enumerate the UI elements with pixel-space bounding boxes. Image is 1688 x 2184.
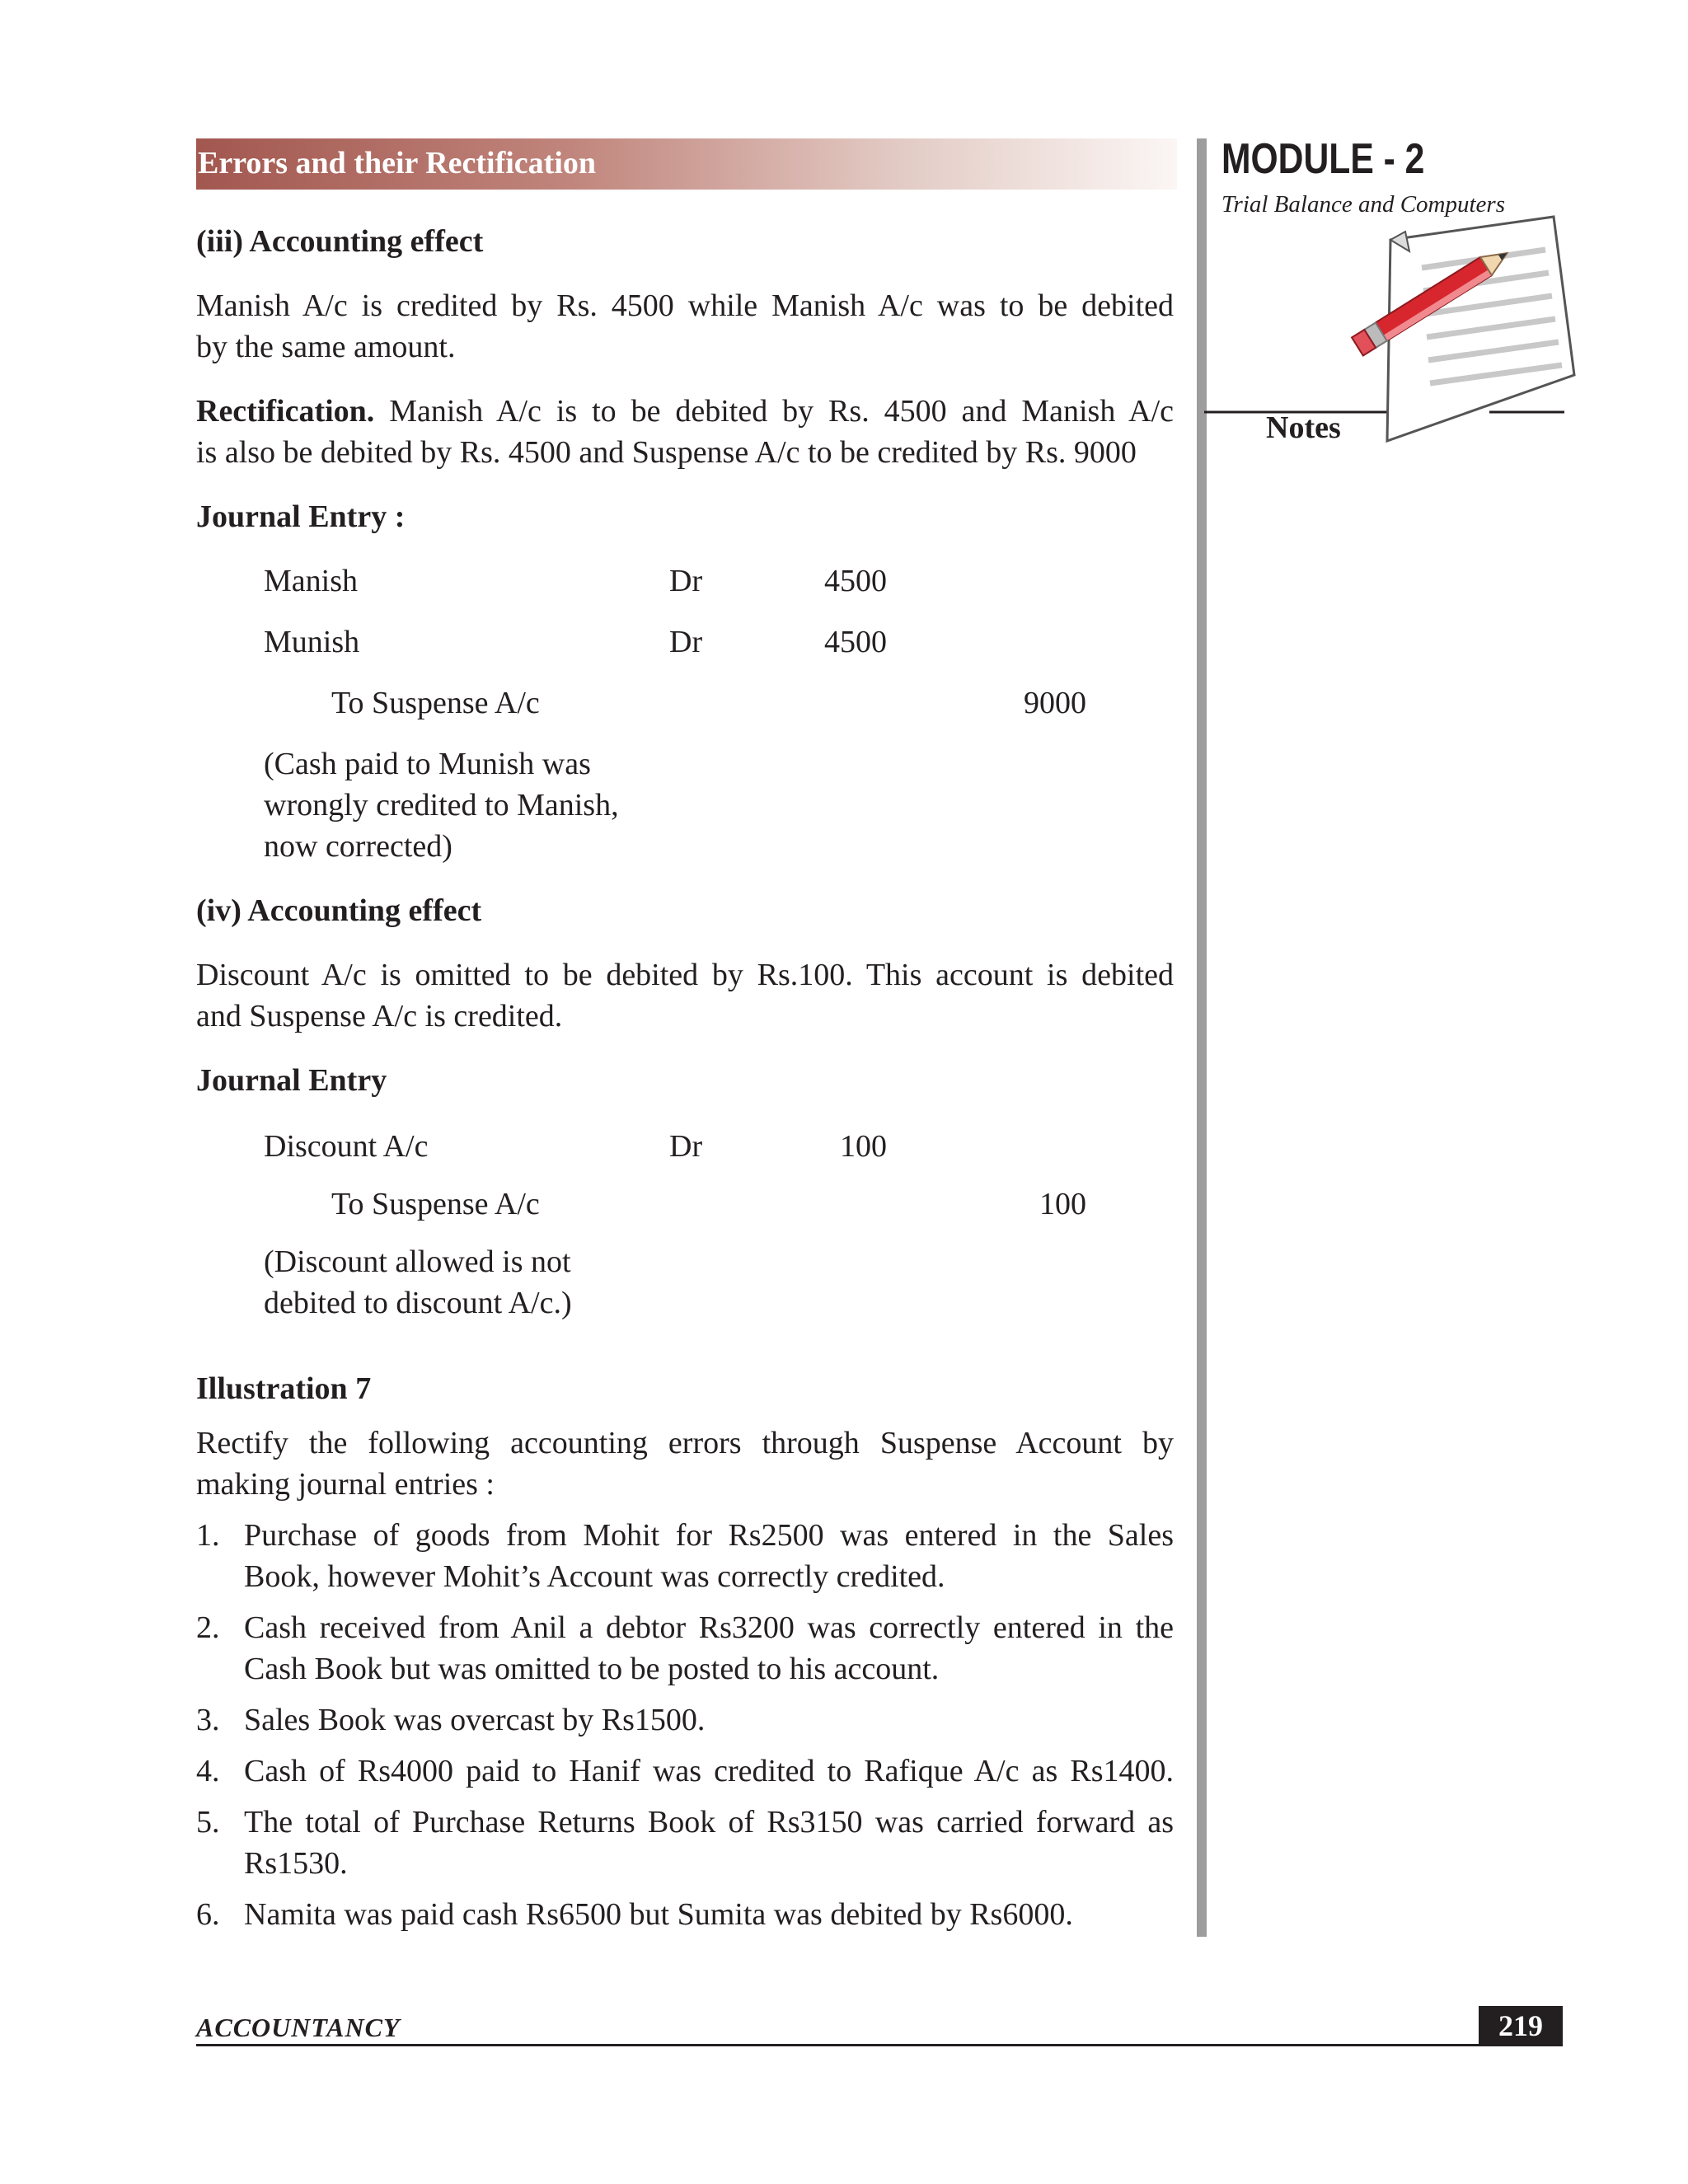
page-number: 219 [1498, 2009, 1543, 2042]
list-item-number: 2. [196, 1610, 220, 1645]
list-item-text: Cash received from Anil a debtor Rs3200 was correctly entered in the [244, 1610, 1174, 1645]
footer-rule [196, 2044, 1563, 2046]
effect-text-line: by the same amount. [196, 330, 456, 364]
list-item-text: The total of Purchase Returns Book of Rs3150 was carried forward as [244, 1805, 1174, 1840]
list-item-number: 5. [196, 1805, 220, 1840]
heading-accounting-effect-iv: (iv) Accounting effect [196, 893, 482, 928]
journal-account: To Suspense A/c [331, 686, 540, 720]
journal-narration: debited to discount A/c.) [264, 1286, 572, 1320]
list-item-text: Namita was paid cash Rs6500 but Sumita was debited by Rs6000. [244, 1897, 1073, 1932]
journal-narration: now corrected) [264, 829, 452, 864]
rectification-label: Rectification. [196, 394, 375, 429]
list-item-text: Rs1530. [244, 1846, 348, 1881]
journal-account: Manish [264, 564, 358, 598]
rectification-paragraph-line [196, 391, 1174, 432]
illustration-intro-line: Rectify the following accounting errors through Suspense Account by [196, 1426, 1174, 1460]
journal-account: To Suspense A/c [331, 1187, 540, 1221]
effect-text-line: Manish A/c is credited by Rs. 4500 while Manish A/c was to be debited [196, 288, 1174, 323]
journal-debit-amount: 4500 [824, 625, 887, 659]
list-item-number: 1. [196, 1518, 220, 1553]
journal-entry-heading: Journal Entry [196, 1063, 387, 1098]
list-item-text: Cash of Rs4000 paid to Hanif was credited to Rafique A/c as Rs1400. [244, 1754, 1174, 1788]
heading-accounting-effect-iii: (iii) Accounting effect [196, 224, 484, 259]
list-item-text: Cash Book but was omitted to be posted to his account. [244, 1652, 940, 1686]
effect-text-line: and Suspense A/c is credited. [196, 999, 563, 1033]
illustration-heading: Illustration 7 [196, 1371, 372, 1406]
module-title: MODULE - 2 [1221, 135, 1425, 183]
rectification-text-line: is also be debited by Rs. 4500 and Suspense A/c to be credited by Rs. 9000 [196, 435, 1137, 470]
notepad-pencil-icon [1199, 210, 1582, 457]
journal-narration: wrongly credited to Manish, [264, 788, 619, 823]
module-subtitle: Trial Balance and Computers [1221, 191, 1505, 218]
section-title: Errors and their Rectification [198, 146, 597, 180]
journal-narration: (Discount allowed is not [264, 1244, 571, 1279]
journal-credit-amount: 9000 [1024, 686, 1086, 720]
journal-dr: Dr [669, 564, 703, 598]
journal-dr: Dr [669, 625, 703, 659]
list-item-number: 4. [196, 1754, 220, 1788]
journal-account: Munish [264, 625, 360, 659]
journal-account: Discount A/c [264, 1129, 429, 1164]
list-item-number: 6. [196, 1897, 220, 1932]
list-item-text: Sales Book was overcast by Rs1500. [244, 1703, 706, 1737]
notes-label: Notes [1266, 410, 1341, 445]
list-item-text: Purchase of goods from Mohit for Rs2500 was entered in the Sales [244, 1518, 1174, 1553]
journal-dr: Dr [669, 1129, 703, 1164]
footer-subject-label: ACCOUNTANCY [196, 2013, 401, 2042]
rectification-text: Manish A/c is to be debited by Rs. 4500 and Manish A/c [389, 394, 1175, 429]
list-item-number: 3. [196, 1703, 220, 1737]
illustration-intro-line: making journal entries : [196, 1467, 495, 1502]
list-item-text: Book, however Mohit’s Account was correctly credited. [244, 1559, 945, 1594]
journal-debit-amount: 100 [840, 1129, 887, 1164]
journal-debit-amount: 4500 [824, 564, 887, 598]
journal-narration: (Cash paid to Munish was [264, 747, 591, 781]
effect-text-line: Discount A/c is omitted to be debited by Rs.100. This account is debited [196, 958, 1174, 992]
journal-entry-heading: Journal Entry : [196, 499, 406, 534]
journal-credit-amount: 100 [1039, 1187, 1086, 1221]
